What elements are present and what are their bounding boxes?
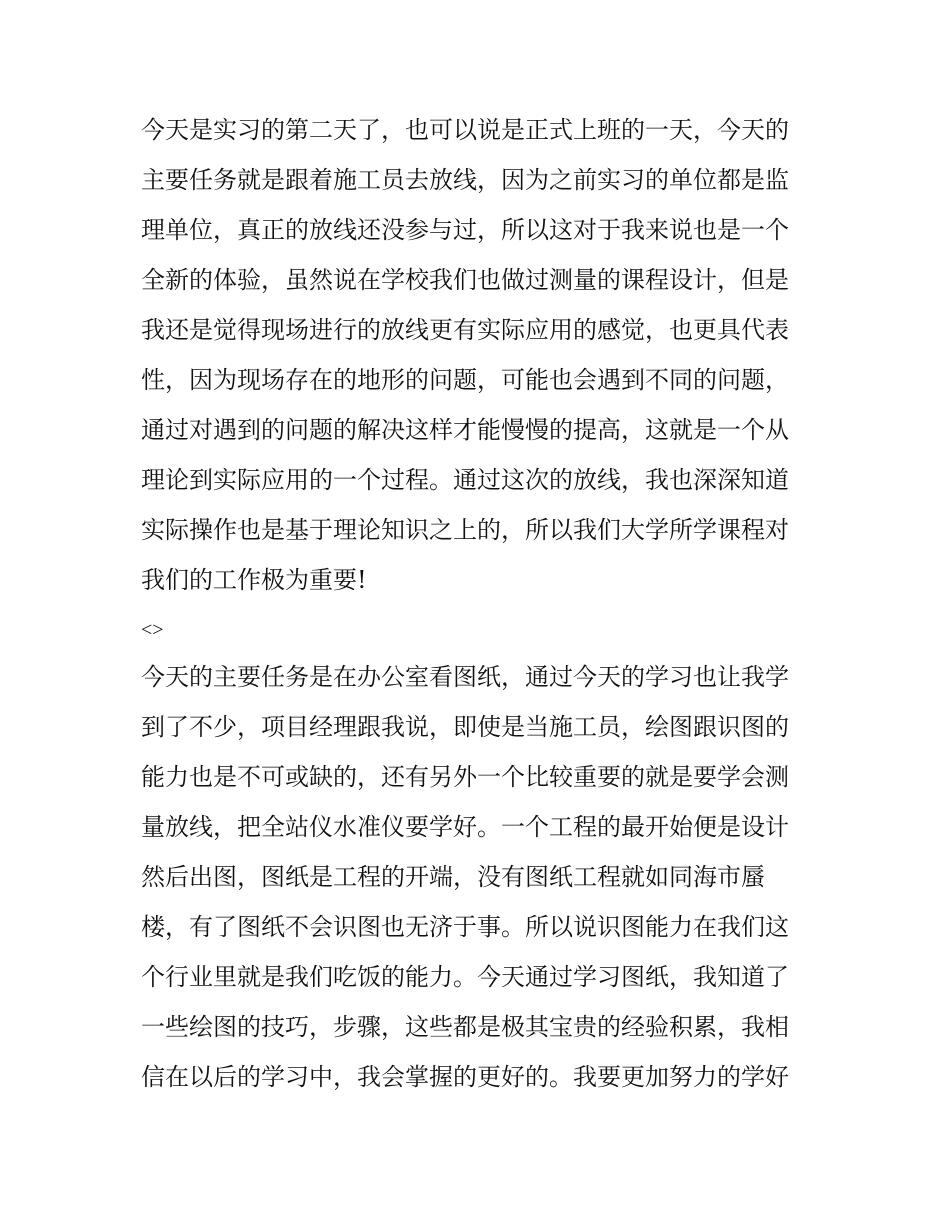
paragraph-2-line: 楼，有了图纸不会识图也无济于事。所以说识图能力在我们这	[141, 913, 789, 941]
section-separator: <>	[141, 619, 164, 641]
paragraph-2-line: 一些绘图的技巧，步骤，这些都是极其宝贵的经验积累，我相	[141, 1013, 789, 1041]
paragraph-1-line: 性，因为现场存在的地形的问题，可能也会遇到不同的问题，	[141, 366, 789, 394]
paragraph-1-line: 全新的体验，虽然说在学校我们也做过测量的课程设计，但是	[141, 266, 789, 294]
paragraph-2-line: 信在以后的学习中，我会掌握的更好的。我要更加努力的学好	[141, 1063, 789, 1091]
paragraph-1-line: 通过对遇到的问题的解决这样才能慢慢的提高，这就是一个从	[141, 416, 789, 444]
paragraph-1-line: 理单位，真正的放线还没参与过，所以这对于我来说也是一个	[141, 216, 789, 244]
paragraph-1-line: 主要任务就是跟着施工员去放线，因为之前实习的单位都是监	[141, 166, 789, 194]
paragraph-2-line: 量放线，把全站仪水准仪要学好。一个工程的最开始便是设计	[141, 813, 789, 841]
paragraph-2-line: 能力也是不可或缺的，还有另外一个比较重要的就是要学会测	[141, 763, 789, 791]
paragraph-2-line: 然后出图，图纸是工程的开端，没有图纸工程就如同海市蜃	[141, 863, 765, 891]
paragraph-1-line: 理论到实际应用的一个过程。通过这次的放线，我也深深知道	[141, 466, 789, 494]
paragraph-2-line: 个行业里就是我们吃饭的能力。今天通过学习图纸，我知道了	[141, 963, 789, 991]
paragraph-1-line: 实际操作也是基于理论知识之上的，所以我们大学所学课程对	[141, 516, 789, 544]
paragraph-1-line: 今天是实习的第二天了，也可以说是正式上班的一天，今天的	[141, 116, 789, 144]
paragraph-2-line: 到了不少，项目经理跟我说，即使是当施工员，绘图跟识图的	[141, 713, 789, 741]
paragraph-2-line: 今天的主要任务是在办公室看图纸，通过今天的学习也让我学	[141, 663, 789, 691]
paragraph-1-line: 我们的工作极为重要!	[141, 566, 367, 594]
paragraph-1-line: 我还是觉得现场进行的放线更有实际应用的感觉，也更具代表	[141, 316, 789, 344]
